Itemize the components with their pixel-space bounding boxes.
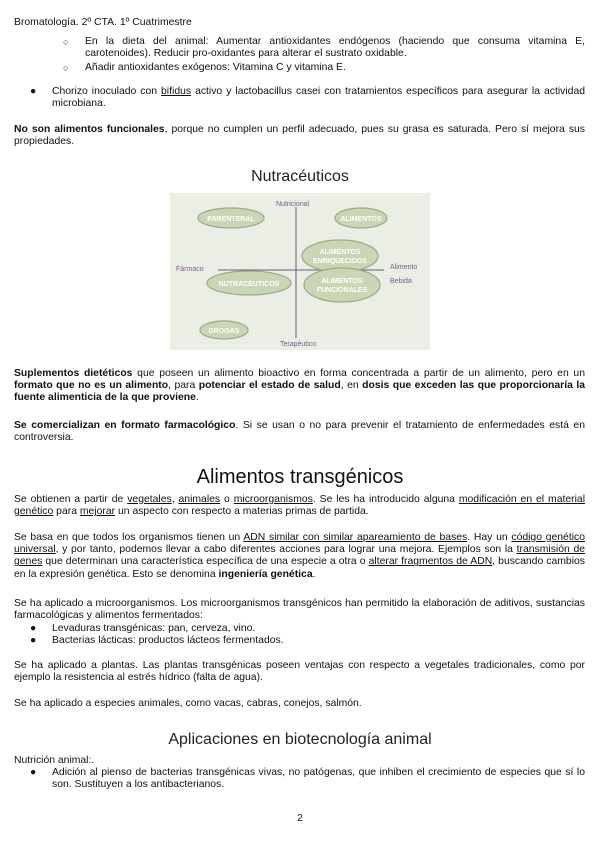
bullet-icon: ● [30,767,37,778]
microorganismos-paragraph: Se ha aplicado a microorganismos. Los microorganismos transgénicos han permitido la elaboración de aditivos, sustancias farmacológicas y alimentos fermentados: [14,598,585,622]
plantas-paragraph: Se ha aplicado a plantas. Las plantas transgénicas poseen ventajas con respecto a vegetales tradicionales, como por ejemplo la resistencia al estrés hídrico (falta de agua). [14,660,585,684]
bullet-icon: ● [30,623,37,634]
bullet-icon: ● [30,635,37,646]
bullet-icon: ● [30,86,37,97]
circle-bullet-icon: ○ [63,37,69,47]
chorizo-list-item: ● Chorizo inoculado con bifidus activo y lactobacillus casei con tratamientos específicos para asegurar la actividad microbiana. [30,86,586,110]
farmacologico-paragraph: Se comercializan en formato farmacológico. Si se usan o no para prevenir el tratamiento de enfermedades está en controversia. [14,420,585,444]
obtienen-paragraph: Se obtienen a partir de vegetales, animales o microorganismos. Se les ha introducido alguna modificación en el material genético para mejorar un aspecto con respecto a materias primas de partida. [14,494,585,518]
running-header: Bromatología. 2º CTA. 1º Cuatrimestre [14,17,192,28]
axis-label-left: Fármaco [176,266,204,273]
page-number: 2 [297,813,303,824]
micro-list-item: ● Levaduras transgénicas: pan, cerveza, vino. [30,623,256,634]
nutricion-label: Nutrición animal:. [14,755,95,766]
oval-funcionales [304,268,380,302]
nutraceuticos-label: NUTRACÉUTICOS [218,281,280,288]
adn-paragraph: Se basa en que todos los organismos tienen un ADN similar con similar apareamiento de bases. Hay un código genético universal, y por tanto, podemos llevar a cabo diferentes acciones para lograr una mejora. Ejemplos son la transmisión de genes que determinan una característica específica de una especie a otra o alterar fragmentos de ADN, buscando cambios en la expresión genética. Esto se denomina ingeniería genética. [14,532,586,580]
transgenicos-heading: Alimentos transgénicos [196,466,404,488]
drogas-label: DROGAS [208,328,240,335]
alimentos-label: ALIMENTOS [340,216,382,223]
enriquecidos-label-1: ALIMENTOS [319,249,361,256]
animales-paragraph: Se ha aplicado a especies animales, como vacas, cabras, conejos, salmón. [14,698,362,709]
nutricion-list-item: ● Adición al pienso de bacterias transgénicas vivas, no patógenas, que inhiben el crecimiento de especies que sí lo son. Sustituyen a los antibacterianos. [30,767,585,791]
axis-label-right-2: Bebida [390,278,412,285]
axis-label-right-1: Alimento [390,264,418,271]
sub-list-item: ○ En la dieta del animal: Aumentar antioxidantes endógenos (haciendo que consuma vitamina E, carotenoides). Reducir pro-oxidantes para alterar el sustrato oxidable. [63,36,585,60]
biotecnologia-heading: Aplicaciones en biotecnología animal [168,731,432,748]
funcionales-label-1: ALIMENTOS [321,278,363,285]
parenteral-label: PARENTERAL [207,216,255,223]
no-funcionales-paragraph: No son alimentos funcionales, porque no cumplen un perfil adecuado, pues su grasa es saturada. Pero sí mejora sus propiedades. [14,124,585,148]
micro-list-item: ● Bacterias lácticas: productos lácteos fermentados. [30,635,284,646]
suplementos-paragraph: Suplementos dietéticos que poseen un alimento bioactivo en forma concentrada a partir de un alimento, pero en un formato que no es un alimento, para potenciar el estado de salud, en dosis que exceden las que proporcionaría la fuente alimenticia de la que proviene. [14,368,585,404]
circle-bullet-icon: ○ [63,63,69,73]
funcionales-label-2: FUNCIONALES [316,287,368,294]
nutraceuticos-heading: Nutracéuticos [251,168,349,185]
axis-label-top: Nutricional [276,201,310,208]
enriquecidos-label-2: ENRIQUECIDOS [312,258,368,265]
sub-list-item: ○ Añadir antioxidantes exógenos: Vitamina C y vitamina E. [63,62,346,73]
axis-label-bottom: Terapéutico [280,341,317,348]
nutraceuticos-diagram [170,193,430,350]
oval-enriquecidos [302,240,378,272]
